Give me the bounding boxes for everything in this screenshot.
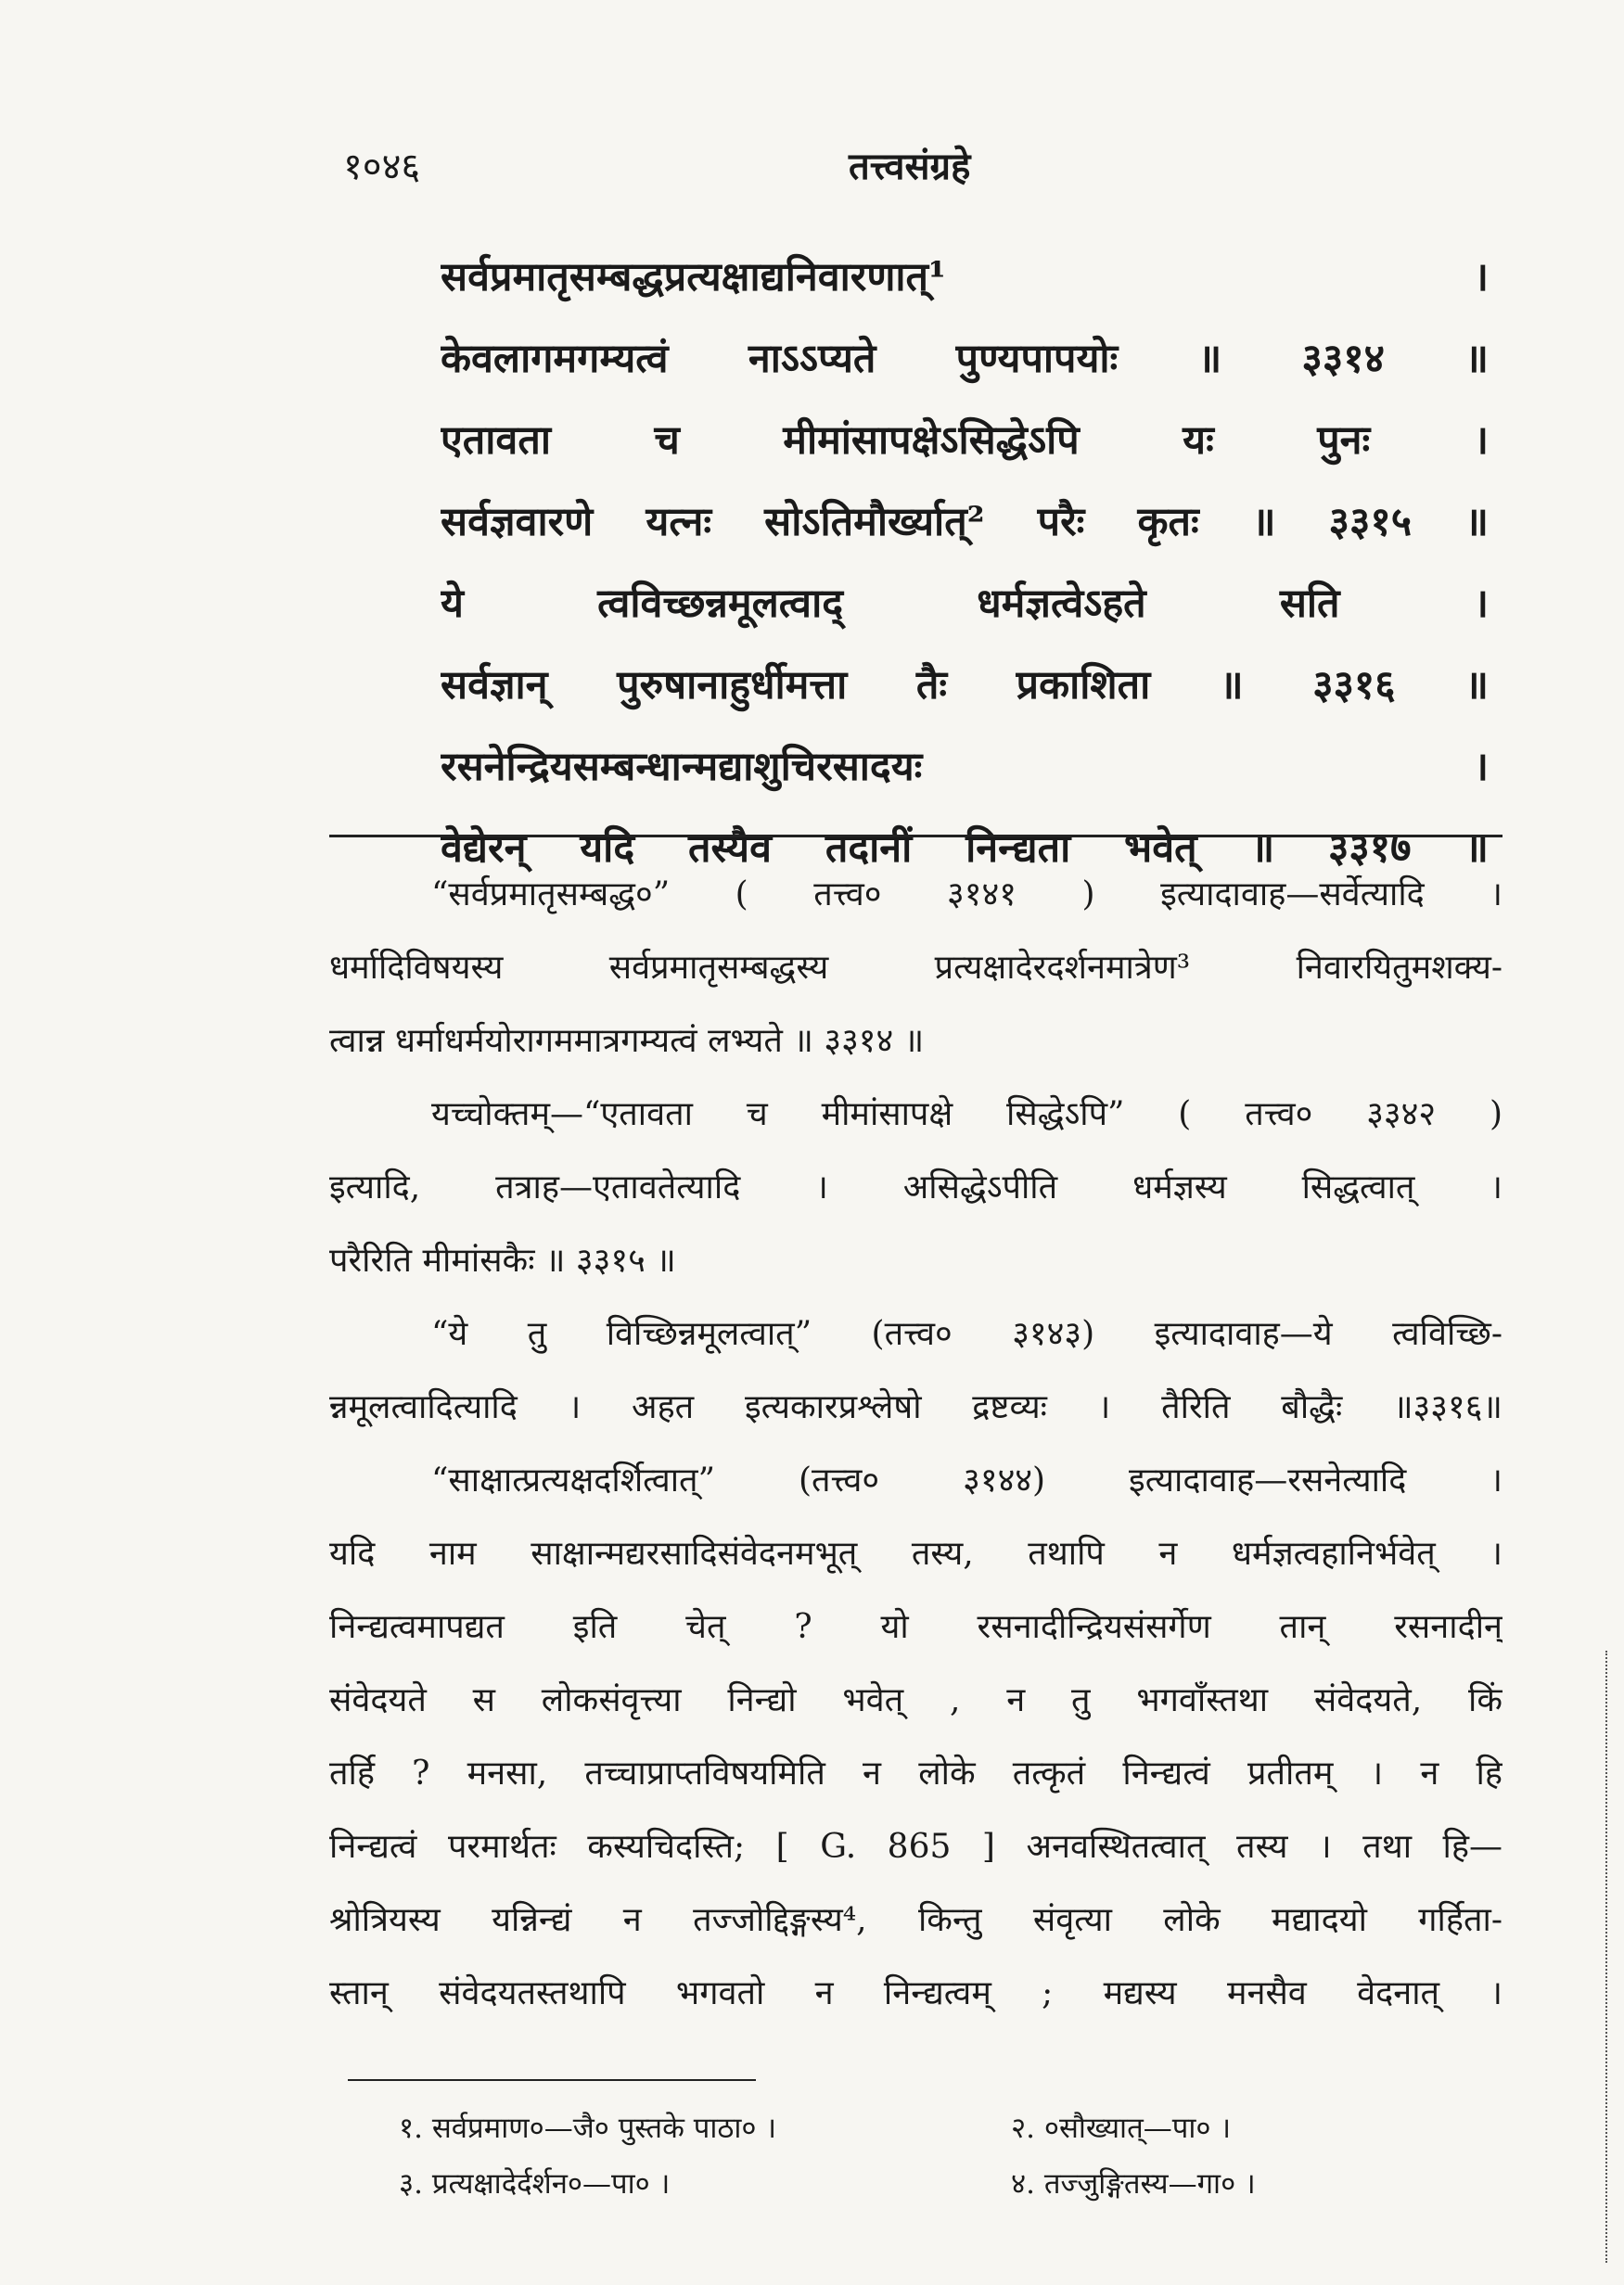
footnote: ३. प्रत्यक्षादेर्दर्शन०—पा० ।: [399, 2167, 671, 2201]
page-number: १०४६: [343, 146, 421, 188]
commentary-line: परैरिति मीमांसकैः ॥ ३३१५ ॥: [329, 1242, 676, 1280]
footnote: ४. तज्जुङ्गितस्य—गा० ।: [1011, 2167, 1256, 2201]
footnote-row: [399, 2100, 1475, 2156]
verse-line: वेद्येरन् यदि तस्यैव तदानीं निन्द्यता भवेत् ॥ ३३१७ ॥: [441, 825, 1489, 872]
commentary-line: निन्द्यत्वमापद्यत इति चेत् ? यो रसनादीन्द्रियसंसर्गेण तान् रसनादीन्: [329, 1608, 1503, 1646]
commentary-line: यदि नाम साक्षान्मद्यरसादिसंवेदनमभूत् तस्य, तथापि न धर्मज्ञत्वहानिर्भवेत् ।: [329, 1535, 1503, 1573]
verse-line: केवलागमगम्यत्वं नाऽऽप्यते पुण्यपापयोः ॥ ३३१४ ॥: [441, 336, 1489, 382]
footnotes-block: [399, 2100, 1475, 2212]
commentary-line: इत्यादि, तत्राह—एतावतेत्यादि । असिद्धेऽपीति धर्मज्ञस्य सिद्धत्वात् ।: [329, 1168, 1503, 1206]
verse-block: [441, 236, 1489, 889]
footnote: २. ०सौख्यात्—पा० ।: [1011, 2112, 1232, 2145]
verse-separator-rule: [329, 835, 1503, 837]
verse-line: सर्वज्ञान् पुरुषानाहुर्धीमत्ता तैः प्रकाशिता ॥ ३३१६ ॥: [441, 662, 1489, 708]
commentary-line: श्रोत्रियस्य यन्निन्द्यं न तज्जोद्दिङ्गस्य⁴, किन्तु संवृत्या लोके मद्यादयो गर्हिता-: [329, 1901, 1503, 1939]
commentary-paragraph: [329, 1078, 1503, 1297]
page-edge-mark: [1605, 1651, 1607, 2263]
commentary-line: “सर्वप्रमातृसम्बद्ध०” ( तत्त्व० ३१४१ ) इत्यादावाह—सर्वेत्यादि ।: [431, 875, 1503, 913]
footnote: १. सर्वप्रमाण०—जै० पुस्तके पाठा० ।: [399, 2112, 777, 2145]
verse-line: रसनेन्द्रियसम्बन्धान्मद्याशुचिरसादयः ।: [441, 744, 1489, 790]
commentary-block: [329, 858, 1503, 2030]
commentary-paragraph: [329, 858, 1503, 1078]
commentary-line: यच्चोक्तम्—“एतावता च मीमांसापक्षे सिद्धेऽपि” ( तत्त्व० ३३४२ ): [431, 1095, 1503, 1133]
verse-line: ये त्वविच्छन्नमूलत्वाद् धर्मज्ञत्वेऽहते सति ।: [441, 581, 1489, 627]
commentary-line: तर्हि ? मनसा, तच्चाप्राप्तविषयमिति न लोके तत्कृतं निन्द्यत्वं प्रतीतम् । न हि: [329, 1755, 1503, 1793]
commentary-line: त्वान्न धर्माधर्मयोरागममात्रगम्यत्वं लभ्यते ॥ ३३१४ ॥: [329, 1022, 925, 1060]
page-header: [329, 139, 1526, 195]
commentary-line: संवेदयते स लोकसंवृत्त्या निन्द्यो भवेत् , न तु भगवाँस्तथा संवेदयते, किं: [329, 1681, 1503, 1719]
commentary-line: “ये तु विच्छिन्नमूलत्वात्” (तत्त्व० ३१४३) इत्यादावाह—ये त्वविच्छि-: [431, 1315, 1503, 1353]
commentary-line: धर्मादिविषयस्य सर्वप्रमातृसम्बद्धस्य प्रत्यक्षादेरदर्शनमात्रेण³ निवारयितुमशक्य-: [329, 949, 1503, 987]
footnote-separator-rule: [348, 2079, 756, 2081]
verse-line: एतावता च मीमांसापक्षेऽसिद्धेऽपि यः पुनः ।: [441, 417, 1489, 464]
commentary-paragraph: [329, 1444, 1503, 2030]
commentary-line: स्तान् संवेदयतस्तथापि भगवतो न निन्द्यत्वम् ; मद्यस्य मनसैव वेदनात् ।: [329, 1974, 1503, 2012]
footnote-row: [399, 2156, 1475, 2212]
commentary-line: न्नमूलत्वादित्यादि । अहत इत्यकारप्रश्लेषो द्रष्टव्यः । तैरिति बौद्धैः ॥३३१६॥: [329, 1388, 1503, 1426]
verse-line: सर्वप्रमातृसम्बद्धप्रत्यक्षाद्यनिवारणात्¹ ।: [441, 254, 1489, 300]
verse-line: सर्वज्ञवारणे यत्नः सोऽतिमौर्ख्यात्² परैः कृतः ॥ ३३१५ ॥: [441, 499, 1489, 545]
commentary-paragraph: [329, 1297, 1503, 1444]
commentary-line: “साक्षात्प्रत्यक्षदर्शित्वात्” (तत्त्व० ३१४४) इत्यादावाह—रसनेत्यादि ।: [431, 1462, 1503, 1500]
running-title: तत्त्वसंग्रहे: [849, 145, 971, 188]
commentary-line: निन्द्यत्वं परमार्थतः कस्यचिदस्ति; [ G. 865 ] अनवस्थितत्वात् तस्य । तथा हि—: [329, 1828, 1503, 1866]
